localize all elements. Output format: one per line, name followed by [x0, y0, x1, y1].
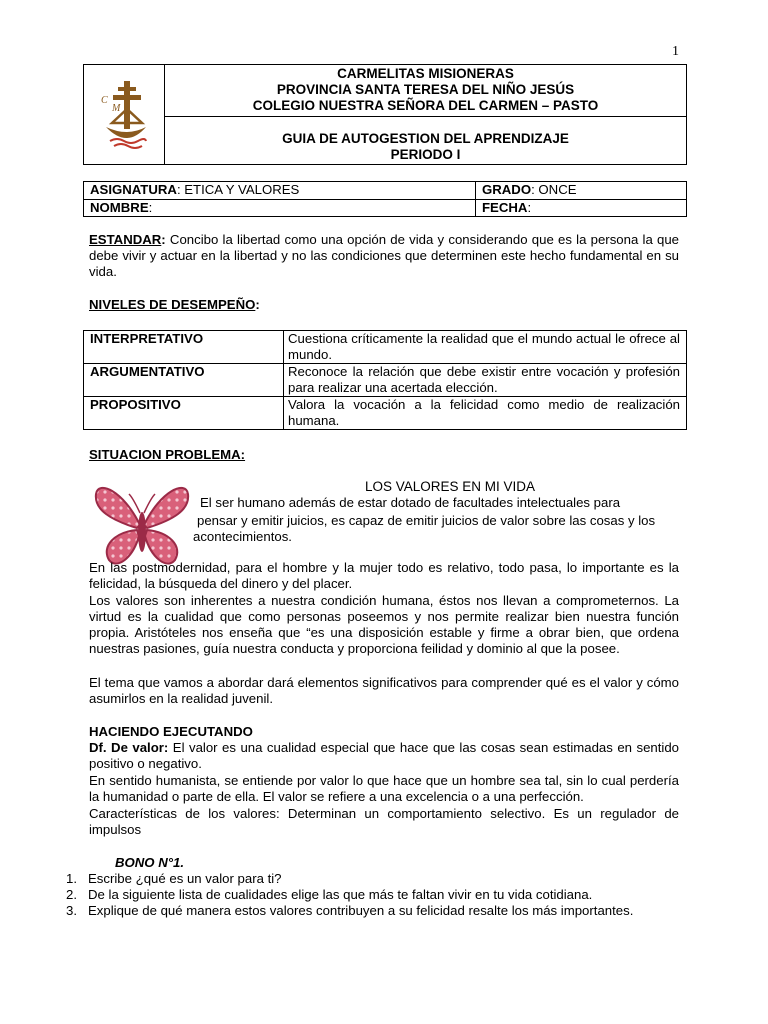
table-row — [84, 396, 686, 429]
humanist-paragraph: En sentido humanista, se entiende por valor lo que hace que un hombre sea tal, sin lo cual perdería la humanidad o parte de ella. El valor se refiere a una excelencia o a una perfección. — [89, 773, 679, 804]
bono-list — [66, 871, 686, 919]
item-text: Explique de qué manera estos valores contribuyen a su felicidad resalte los más importantes. — [88, 903, 634, 918]
list-item — [66, 871, 686, 887]
subject-label: ASIGNATURA — [90, 182, 177, 197]
date-value: : — [527, 200, 532, 215]
list-item — [66, 903, 686, 919]
butterfly-icon — [93, 480, 191, 570]
guide-title: GUIA DE AUTOGESTION DEL APRENDIZAJE — [282, 131, 569, 146]
item-number: 1. — [66, 871, 77, 886]
bono-title: BONO N°1. — [115, 855, 185, 870]
definition-paragraph — [89, 740, 679, 772]
period-label: PERIODO I — [390, 147, 461, 162]
level-description: Cuestiona críticamente la realidad que el mundo actual le ofrece al mundo. — [288, 331, 680, 362]
paragraph-topic: El tema que vamos a abordar dará elementos significativos para comprender qué es el valor y cómo asumirlos en la realidad juvenil. — [89, 675, 679, 706]
reading-title: LOS VALORES EN MI VIDA — [364, 479, 536, 494]
grade-cell — [476, 182, 686, 199]
levels-heading — [89, 297, 260, 313]
province-name: PROVINCIA SANTA TERESA DEL NIÑO JESÚS — [276, 82, 575, 97]
level-name: INTERPRETATIVO — [84, 331, 284, 363]
date-cell[interactable] — [476, 200, 686, 216]
subject-value: : ETICA Y VALORES — [176, 182, 300, 197]
intro-line-1: El ser humano además de estar dotado de facultades intelectuales para — [200, 495, 621, 510]
standard-colon: : — [161, 232, 166, 247]
info-row-name — [84, 199, 686, 216]
standard-label: ESTANDAR — [89, 232, 162, 247]
grade-label: GRADO — [482, 182, 532, 197]
paragraph-postmodernity: En las postmodernidad, para el hombre y la mujer todo es relativo, todo pasa, lo importante es la felicidad, la búsqueda del dinero y del placer. — [89, 560, 679, 591]
school-logo — [84, 65, 165, 165]
header-table — [83, 64, 687, 165]
page-number: 1 — [672, 44, 679, 59]
name-cell[interactable] — [84, 200, 476, 216]
guide-heading — [165, 117, 686, 164]
definition-text: El valor es una cualidad especial que hace que las cosas sean estimadas en sentido positivo o negativo. — [89, 740, 679, 771]
grade-value: : ONCE — [531, 182, 577, 197]
institution-names — [165, 65, 686, 117]
table-row — [84, 363, 686, 396]
item-number: 2. — [66, 887, 77, 902]
carmelite-emblem-icon — [84, 65, 165, 165]
level-name: ARGUMENTATIVO — [84, 364, 284, 396]
definition-label: Df. De valor: — [89, 740, 169, 755]
name-label: NOMBRE — [90, 200, 149, 215]
paragraph-values: Los valores son inherentes a nuestra condición humana, éstos nos llevan a comprometernos. La virtud es la cualidad que como personas poseemos y nos permite realizar bien nuestra función propia. Aristóteles nos enseña que “es una disposición estable y firme a obrar bien, que ordena nuestras pasiones, guía nuestra conducta y proporciona feilidad y dominio al que la posee. — [89, 593, 679, 656]
svg-text:M: M — [112, 103, 121, 114]
info-row-subject — [84, 182, 686, 199]
intro-line-3: acontecimientos. — [193, 529, 292, 544]
characteristics-paragraph: Características de los valores: Determinan un comportamiento selectivo. Es un regulador de impulsos — [89, 806, 679, 837]
standard-paragraph — [89, 232, 679, 280]
execution-heading: HACIENDO EJECUTANDO — [89, 724, 253, 739]
levels-heading-colon: : — [255, 297, 260, 312]
item-text: Escribe ¿qué es un valor para ti? — [88, 871, 282, 886]
level-description: Reconoce la relación que debe existir entre vocación y profesión para realizar una acertada elección. — [288, 364, 680, 395]
subject-cell — [84, 182, 476, 199]
table-row — [84, 331, 686, 363]
svg-text:C: C — [101, 95, 108, 106]
level-description: Valora la vocación a la felicidad como medio de realización humana. — [288, 397, 680, 428]
levels-heading-text: NIVELES DE DESEMPEÑO — [89, 297, 256, 312]
standard-text: Concibo la libertad como una opción de vida y considerando que es la persona la que debe vivir y actuar en la libertad y no las condiciones que determinen este hecho fundamental en su vida. — [89, 232, 679, 279]
list-item — [66, 887, 686, 903]
date-label: FECHA — [482, 200, 528, 215]
intro-line-2: pensar y emitir juicios, es capaz de emitir juicios de valor sobre las cosas y los — [197, 513, 656, 528]
school-name: COLEGIO NUESTRA SEÑORA DEL CARMEN – PASTO — [252, 98, 599, 113]
item-number: 3. — [66, 903, 77, 918]
info-table — [83, 181, 687, 217]
problem-heading: SITUACION PROBLEMA: — [89, 447, 246, 462]
name-value: : — [148, 200, 153, 215]
item-text: De la siguiente lista de cualidades elige las que más te faltan vivir en tu vida cotidiana. — [88, 887, 593, 902]
level-name: PROPOSITIVO — [84, 397, 284, 429]
performance-levels-table — [83, 330, 687, 430]
congregation-name: CARMELITAS MISIONERAS — [337, 66, 514, 81]
